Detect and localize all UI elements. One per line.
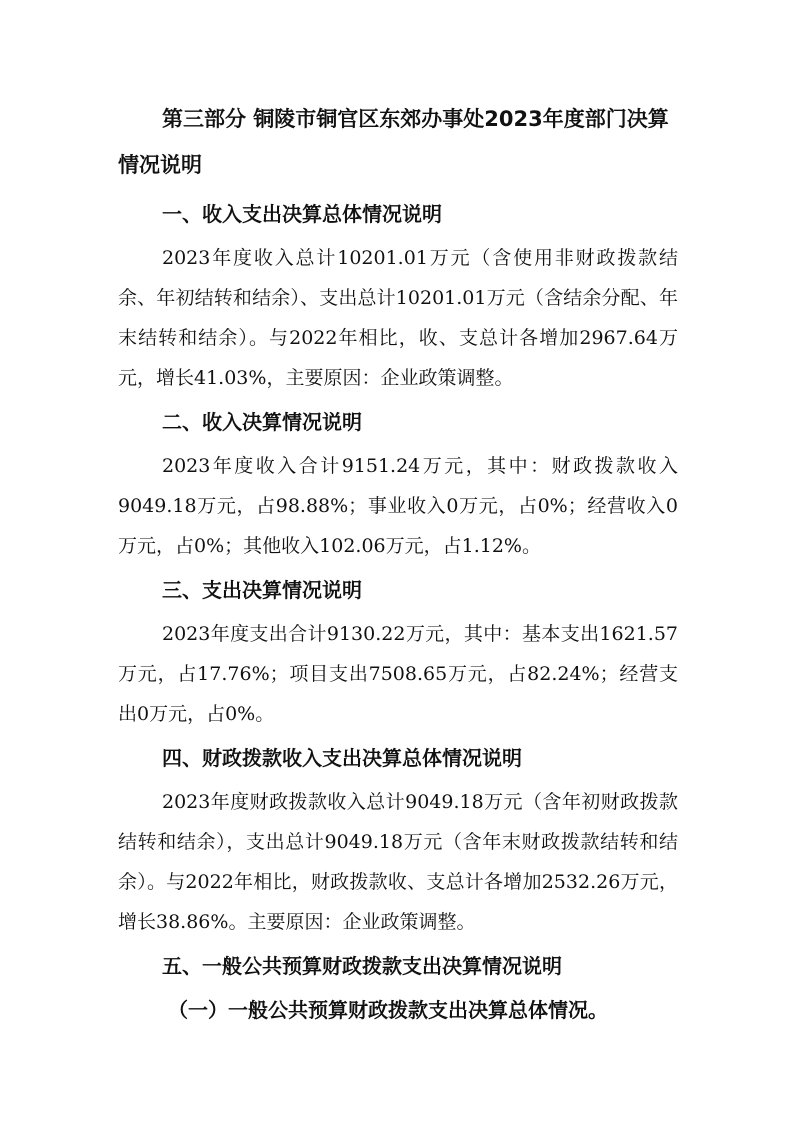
document-page (118, 96, 678, 1030)
section-paragraph-4: 2023年度财政拨款收入总计9049.18万元（含年初财政拨款结转和结余），支出总计9049.18万元（含年末财政拨款结转和结余）。与2022年相比，财政拨款收、支总计各增加2532.26万元，增长38.86%。主要原因：企业政策调整。 (118, 791, 678, 933)
section-heading-4: 四、财政拨款收入支出决算总体情况说明 (162, 746, 522, 770)
sub-heading-5-1: （一）一般公共预算财政拨款支出决算总体情况。 (168, 998, 608, 1022)
section-heading-1: 一、收入支出决算总体情况说明 (162, 202, 442, 226)
section-heading-3: 三、支出决算情况说明 (162, 578, 362, 602)
section-paragraph-3: 2023年度支出合计9130.22万元，其中：基本支出1621.57万元，占17.76%；项目支出7508.65万元，占82.24%；经营支出0万元，占0%。 (118, 623, 678, 725)
section-heading-5: 五、一般公共预算财政拨款支出决算情况说明 (162, 954, 562, 978)
section-paragraph-1: 2023年度收入总计10201.01万元（含使用非财政拨款结余、年初结转和结余）、支出总计10201.01万元（含结余分配、年末结转和结余）。与2022年相比，收、支总计各增加2967.64万元，增长41.03%，主要原因：企业政策调整。 (118, 247, 678, 389)
section-heading-2: 二、收入决算情况说明 (162, 410, 362, 434)
document-title: 第三部分 铜陵市铜官区东郊办事处2023年度部门决算情况说明 (118, 107, 669, 177)
section-paragraph-2: 2023年度收入合计9151.24万元，其中：财政拨款收入9049.18万元，占98.88%；事业收入0万元，占0%；经营收入0万元，占0%；其他收入102.06万元，占1.12%。 (118, 455, 678, 557)
